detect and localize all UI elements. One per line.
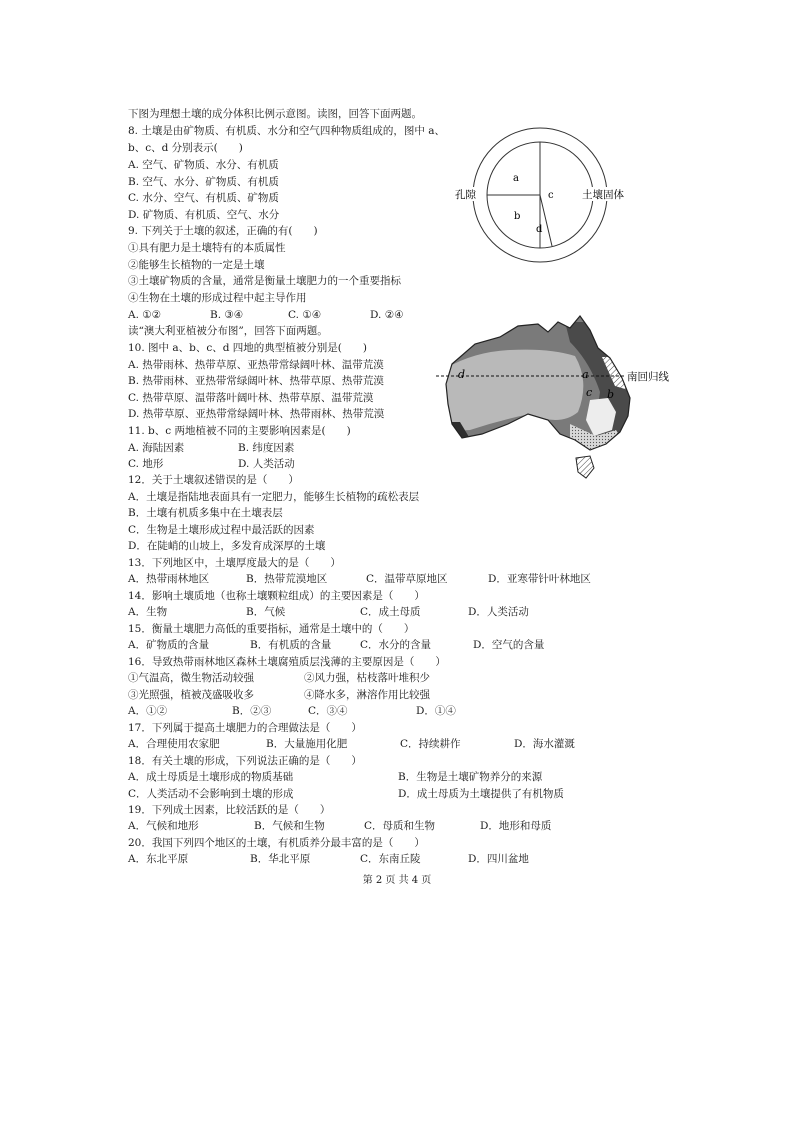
aus-label-a: a	[582, 368, 589, 381]
q8-stem-line2: b、c、d 分别表示( )	[128, 142, 243, 154]
q12-stem: 12．关于土壤叙述错误的是（ ）	[128, 474, 299, 486]
aus-label-c: c	[586, 386, 593, 399]
q16-statement-2: ②风力强，枯枝落叶堆积少	[304, 672, 430, 684]
soil-composition-diagram	[440, 125, 640, 270]
q16-option-c[interactable]: C．③④	[308, 705, 348, 717]
q9-option-b[interactable]: B. ③④	[210, 309, 244, 321]
q8-stem-line1: 8. 土壤是由矿物质、有机质、水分和空气四种物质组成的，图中 a、	[128, 125, 445, 137]
q9-statement-1: ①具有肥力是土壤特有的本质属性	[128, 242, 286, 254]
q19-option-a[interactable]: A．气候和地形	[128, 820, 199, 832]
q13-option-a[interactable]: A．热带雨林地区	[128, 573, 210, 585]
intro-australia-text: 读“澳大利亚植被分布图”，回答下面两题。	[128, 325, 328, 337]
q9-option-c[interactable]: C. ①④	[288, 309, 322, 321]
q17-option-a[interactable]: A．合理使用农家肥	[128, 738, 220, 750]
q9-statement-3: ③土壤矿物质的含量，通常是衡量土壤肥力的一个重要指标	[128, 275, 401, 287]
q9-stem: 9. 下列关于土壤的叙述，正确的有( )	[128, 225, 318, 237]
q14-option-c[interactable]: C．成土母质	[360, 606, 421, 618]
q9-statement-4: ④生物在土壤的形成过程中起主导作用	[128, 292, 307, 304]
q12-option-d[interactable]: D．在陡峭的山坡上，多发育成深厚的土壤	[128, 540, 326, 552]
q15-option-a[interactable]: A．矿物质的含量	[128, 639, 210, 651]
q11-option-c[interactable]: C. 地形	[128, 458, 164, 470]
q19-option-b[interactable]: B．气候和生物	[254, 820, 325, 832]
q14-option-b[interactable]: B．气候	[246, 606, 286, 618]
q20-option-d[interactable]: D．四川盆地	[468, 853, 529, 865]
australia-vegetation-map	[430, 312, 690, 487]
q17-option-c[interactable]: C．持续耕作	[400, 738, 461, 750]
q11-stem: 11. b、c 两地植被不同的主要影响因素是( )	[128, 425, 351, 437]
q18-option-c[interactable]: C．人类活动不会影响到土壤的形成	[128, 788, 294, 800]
q13-option-b[interactable]: B．热带荒漠地区	[246, 573, 328, 585]
page-footer: 第 2 页 共 4 页	[362, 875, 432, 886]
q16-stem: 16．导致热带雨林地区森林土壤腐殖质层浅薄的主要原因是（ ）	[128, 656, 446, 668]
q19-stem: 19．下列成土因素，比较活跃的是（ ）	[128, 804, 331, 816]
q16-option-d[interactable]: D．①④	[416, 705, 456, 717]
q16-statement-3: ③光照强，植被茂盛吸收多	[128, 689, 254, 701]
q16-statement-4: ④降水多，淋溶作用比较强	[304, 689, 430, 701]
q10-option-b[interactable]: B. 热带雨林、亚热带常绿阔叶林、热带草原、热带荒漠	[128, 375, 384, 387]
q10-stem: 10. 图中 a、b、c、d 四地的典型植被分别是( )	[128, 342, 367, 354]
q20-option-b[interactable]: B．华北平原	[250, 853, 311, 865]
q8-option-c[interactable]: C. 水分、空气、有机质、矿物质	[128, 192, 279, 204]
q14-stem: 14．影响土壤质地（也称土壤颗粒组成）的主要因素是（ ）	[128, 590, 425, 602]
q20-stem: 20．我国下列四个地区的土壤，有机质养分最丰富的是（ ）	[128, 837, 425, 849]
q9-option-a[interactable]: A. ①②	[128, 309, 162, 321]
q16-option-a[interactable]: A．①②	[128, 705, 168, 717]
q18-stem: 18．有关土壤的形成，下列说法正确的是（ ）	[128, 755, 362, 767]
soil-sector-c: c	[548, 190, 554, 201]
intro-soil-text: 下图为理想土壤的成分体积比例示意图。读图，回答下面两题。	[128, 108, 422, 120]
q18-option-a[interactable]: A．成土母质是土壤形成的物质基础	[128, 771, 294, 783]
q20-option-a[interactable]: A．东北平原	[128, 853, 189, 865]
q10-option-c[interactable]: C. 热带草原、温带落叶阔叶林、热带草原、温带荒漠	[128, 392, 374, 404]
q18-option-d[interactable]: D．成土母质为土壤提供了有机物质	[398, 788, 564, 800]
q13-option-d[interactable]: D．亚寒带针叶林地区	[488, 573, 591, 585]
q11-option-b[interactable]: B. 纬度因素	[238, 442, 295, 454]
q14-option-d[interactable]: D．人类活动	[468, 606, 529, 618]
q9-statement-2: ②能够生长植物的一定是土壤	[128, 259, 265, 271]
q19-option-c[interactable]: C．母质和生物	[364, 820, 436, 832]
q14-option-a[interactable]: A．生物	[128, 606, 168, 618]
soil-solid-label: 土壤固体	[582, 189, 624, 201]
tropic-capricorn-label: 南回归线	[627, 371, 669, 383]
q15-option-d[interactable]: D．空气的含量	[473, 639, 545, 651]
q19-option-d[interactable]: D．地形和母质	[480, 820, 552, 832]
q10-option-a[interactable]: A. 热带雨林、热带草原、亚热带常绿阔叶林、温带荒漠	[128, 359, 384, 371]
q15-option-b[interactable]: B．有机质的含量	[250, 639, 332, 651]
q17-option-d[interactable]: D．海水灌溉	[514, 738, 575, 750]
q12-option-c[interactable]: C．生物是土壤形成过程中最活跃的因素	[128, 524, 315, 536]
q12-option-b[interactable]: B．土壤有机质多集中在土壤表层	[128, 507, 283, 519]
soil-sector-b: b	[514, 211, 521, 222]
aus-label-d: d	[458, 368, 466, 381]
q17-option-b[interactable]: B．大量施用化肥	[266, 738, 348, 750]
q20-option-c[interactable]: C．东南丘陵	[360, 853, 421, 865]
q13-stem: 13．下列地区中，土壤厚度最大的是（ ）	[128, 557, 341, 569]
soil-pore-label: 孔隙	[455, 189, 476, 201]
q16-statement-1: ①气温高，微生物活动较强	[128, 672, 254, 684]
q8-option-a[interactable]: A. 空气、矿物质、水分、有机质	[128, 159, 279, 171]
q11-option-d[interactable]: D. 人类活动	[238, 458, 295, 470]
q8-option-d[interactable]: D. 矿物质、有机质、空气、水分	[128, 209, 280, 221]
soil-sector-a: a	[513, 173, 519, 184]
q13-option-c[interactable]: C．温带草原地区	[366, 573, 448, 585]
q15-stem: 15．衡量土壤肥力高低的重要指标，通常是土壤中的（ ）	[128, 623, 415, 635]
q16-option-b[interactable]: B．②③	[232, 705, 272, 717]
soil-sector-d: d	[536, 224, 543, 235]
q8-option-b[interactable]: B. 空气、水分、矿物质、有机质	[128, 176, 279, 188]
q15-option-c[interactable]: C．水分的含量	[360, 639, 432, 651]
q17-stem: 17．下列属于提高土壤肥力的合理做法是（ ）	[128, 722, 362, 734]
q12-option-a[interactable]: A．土壤是指陆地表面具有一定肥力，能够生长植物的疏松表层	[128, 491, 420, 503]
aus-label-b: b	[607, 388, 615, 401]
q10-option-d[interactable]: D. 热带草原、亚热带常绿阔叶林、热带雨林、热带荒漠	[128, 408, 385, 420]
q18-option-b[interactable]: B．生物是土壤矿物养分的来源	[398, 771, 543, 783]
q11-option-a[interactable]: A. 海陆因素	[128, 442, 185, 454]
q9-option-d[interactable]: D. ②④	[370, 309, 404, 321]
